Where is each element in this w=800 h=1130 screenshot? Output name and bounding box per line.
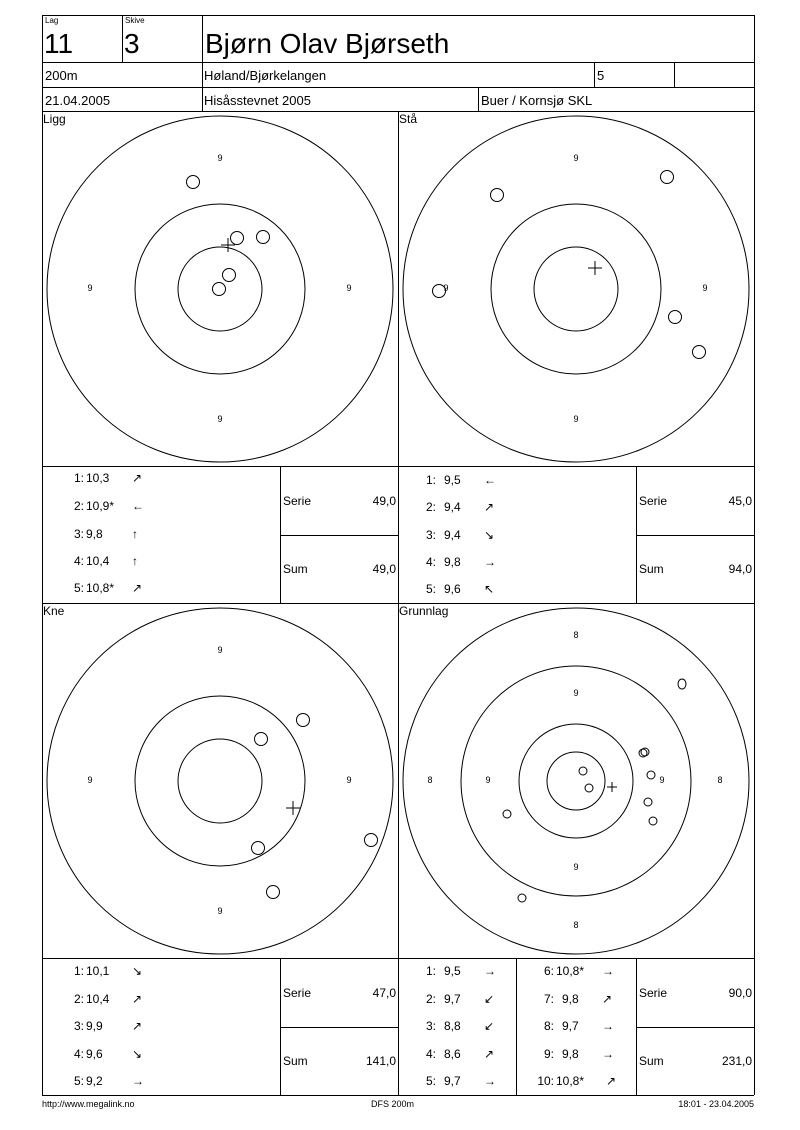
ring-label: 9 [573, 862, 579, 872]
direction-arrow-icon: ↗ [132, 1019, 143, 1033]
ring-label: 8 [573, 630, 579, 640]
club-name: Buer / Kornsjø SKL [481, 93, 593, 108]
serie-value: 45,0 [728, 494, 752, 508]
ring-label: 9 [443, 283, 449, 293]
lag-value: 11 [44, 28, 74, 59]
shot-hole [669, 311, 682, 324]
direction-arrow-icon: ↑ [132, 527, 138, 541]
shot-hole [693, 346, 706, 359]
serie-label: Serie [283, 986, 312, 1000]
ring-label: 9 [217, 153, 223, 163]
direction-arrow-icon: ↙ [484, 992, 495, 1006]
position-label-sta: Stå [399, 112, 418, 126]
shot-hole [297, 714, 310, 727]
sum-label: Sum [283, 1054, 308, 1068]
direction-arrow-icon: ↗ [132, 471, 143, 485]
shot-hole [365, 834, 378, 847]
shot-hole [257, 231, 270, 244]
direction-arrow-icon: → [602, 964, 614, 978]
date: 21.04.2005 [45, 93, 111, 108]
ring-label: 9 [346, 283, 352, 293]
footer-program: DFS 200m [371, 1099, 415, 1109]
number-field: 5 [597, 68, 605, 83]
direction-arrow-icon: ← [484, 473, 496, 487]
position-label-grunnlag: Grunnlag [399, 604, 449, 618]
ring-label: 9 [217, 906, 223, 916]
shot-hole [231, 232, 244, 245]
direction-arrow-icon: ↗ [132, 581, 143, 595]
shot-hole [223, 269, 236, 282]
mean-point-cross [588, 261, 602, 275]
ring-label: 9 [573, 414, 579, 424]
ring-label: 9 [659, 775, 665, 785]
shot-hole [647, 771, 655, 779]
footer-url: http://www.megalink.no [42, 1099, 135, 1109]
ring-label: 9 [573, 688, 579, 698]
serie-value: 47,0 [372, 986, 396, 1000]
direction-arrow-icon: → [484, 555, 496, 569]
ring-label: 9 [217, 645, 223, 655]
ring-label: 9 [702, 283, 708, 293]
direction-arrow-icon: → [602, 1047, 614, 1061]
serie-value: 49,0 [372, 494, 396, 508]
shooter-name: Bjørn Olav Bjørseth [205, 28, 450, 59]
serie-value: 90,0 [728, 986, 752, 1000]
mean-point-cross [286, 801, 300, 815]
target-kne [47, 608, 395, 956]
shot-hole [518, 894, 526, 902]
shot-hole [503, 810, 511, 818]
direction-arrow-icon: ↗ [132, 992, 143, 1006]
direction-arrow-icon: ↖ [484, 582, 495, 596]
position-label-kne: Kne [43, 604, 65, 618]
position-label-ligg: Ligg [43, 112, 66, 126]
direction-arrow-icon: ↑ [132, 554, 138, 568]
direction-arrow-icon: → [484, 1074, 496, 1088]
sum-value: 49,0 [372, 562, 396, 576]
shot-hole [661, 171, 674, 184]
sum-value: 141,0 [365, 1054, 396, 1068]
ring-label: 8 [427, 775, 433, 785]
ring-label: 9 [573, 153, 579, 163]
sum-label: Sum [639, 562, 664, 576]
event-name: Hisåsstevnet 2005 [204, 93, 311, 108]
target-ligg [47, 116, 395, 464]
mean-point-cross [221, 238, 235, 252]
direction-arrow-icon: → [132, 1074, 144, 1088]
shot-hole [491, 189, 504, 202]
mean-point-cross [607, 782, 617, 792]
shot-hole [678, 679, 686, 689]
sum-value: 94,0 [728, 562, 752, 576]
direction-arrow-icon: → [484, 964, 496, 978]
direction-arrow-icon: ↘ [484, 528, 495, 542]
serie-label: Serie [639, 494, 668, 508]
shot-hole [252, 842, 265, 855]
sum-label: Sum [283, 562, 308, 576]
direction-arrow-icon: → [602, 1019, 614, 1033]
target-sta [403, 116, 751, 464]
direction-arrow-icon: ↘ [132, 1047, 143, 1061]
shot-hole [213, 283, 226, 296]
ring-label: 9 [346, 775, 352, 785]
skive-value: 3 [124, 28, 140, 59]
direction-arrow-icon: ↗ [606, 1074, 617, 1088]
target-grunnlag [403, 608, 751, 956]
ring-label: 9 [87, 775, 93, 785]
sum-label: Sum [639, 1054, 664, 1068]
ring-label: 8 [717, 775, 723, 785]
serie-label: Serie [639, 986, 668, 1000]
direction-arrow-icon: ↘ [132, 964, 143, 978]
direction-arrow-icon: ↙ [484, 1019, 495, 1033]
shot-hole [579, 767, 587, 775]
place: Høland/Bjørkelangen [204, 68, 327, 83]
ring-label: 8 [573, 920, 579, 930]
ring-label: 9 [217, 414, 223, 424]
shot-hole [644, 798, 652, 806]
direction-arrow-icon: ↗ [484, 500, 495, 514]
skive-label: Skive [125, 16, 145, 25]
ring-label: 9 [87, 283, 93, 293]
shot-hole [187, 176, 200, 189]
ring-label: 9 [485, 775, 491, 785]
direction-arrow-icon: ↗ [484, 1047, 495, 1061]
direction-arrow-icon: ↗ [602, 992, 613, 1006]
lag-label: Lag [45, 16, 59, 25]
sum-value: 231,0 [721, 1054, 752, 1068]
shot-hole [267, 886, 280, 899]
direction-arrow-icon: ← [132, 499, 144, 513]
serie-label: Serie [283, 494, 312, 508]
footer-timestamp: 18:01 - 23.04.2005 [678, 1099, 754, 1109]
shot-hole [649, 817, 657, 825]
distance: 200m [45, 68, 78, 83]
shot-hole [585, 784, 593, 792]
shot-hole [255, 733, 268, 746]
